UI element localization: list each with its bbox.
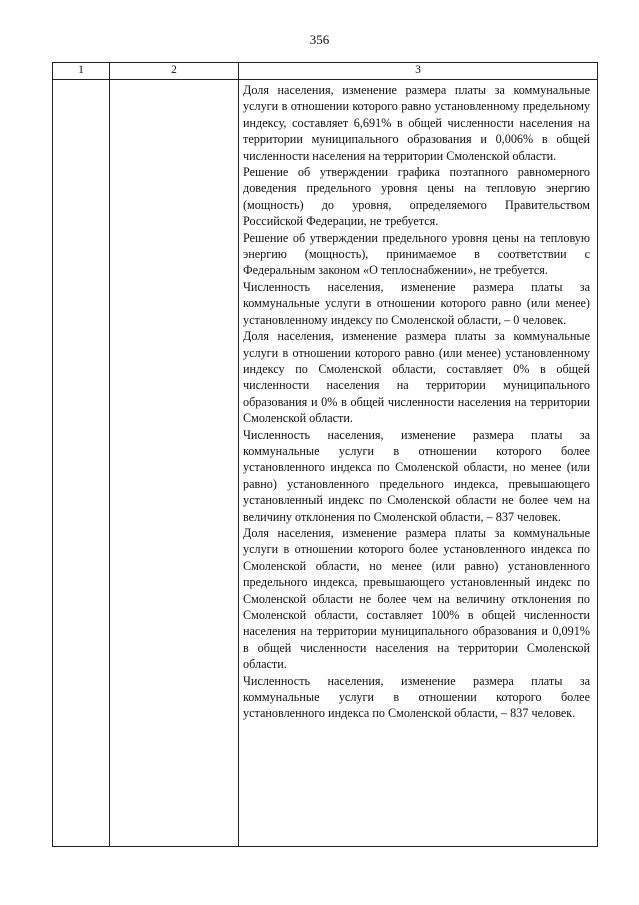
column-3-content — [243, 82, 590, 722]
column-divider — [109, 63, 110, 846]
paragraph: Численность населения, изменение размера платы за коммунальные услуги в отношении которого более установленного индекса по Смоленской области, но менее (или равно) установленного предельного индекса, превышающего установленный индекс по Смоленской области не более чем на величину отклонения по Смоленской области, – 837 человек. — [243, 427, 590, 524]
document-table — [52, 62, 598, 847]
paragraph: Доля населения, изменение размера платы за коммунальные услуги в отношении которого более установленного индекса по Смоленской области, но менее (или равно) установленного предельного индекса, превышающего установленный индекс по Смоленской области не более чем на величину отклонения по Смоленской области, составляет 100% в общей численности населения на территории муниципального образования и 0,091% в общей численности населения на территории Смоленской области. — [243, 525, 590, 672]
column-divider — [238, 63, 239, 846]
page-number: 356 — [309, 32, 330, 47]
column-header-1: 1 — [78, 64, 84, 76]
column-header-2: 2 — [171, 64, 177, 76]
column-header-3: 3 — [415, 64, 421, 76]
paragraph: Численность населения, изменение размера платы за коммунальные услуги в отношении которого равно (или менее) установленному индексу по Смоленской области, – 0 человек. — [243, 279, 590, 327]
header-divider — [53, 79, 597, 80]
paragraph: Решение об утверждении предельного уровня цены на тепловую энергию (мощность), принимаемое в соответствии с Федеральным законом «О теплоснабжении», не требуется. — [243, 230, 590, 278]
paragraph: Решение об утверждении графика поэтапного равномерного доведения предельного уровня цены на тепловую энергию (мощность) до уровня, определяемого Правительством Российской Федерации, не требуется. — [243, 165, 590, 229]
paragraph: Доля населения, изменение размера платы за коммунальные услуги в отношении которого равно установленному предельному индексу, составляет 6,691% в общей численности населения на территории муниципального образования и 0,006% в общей численности населения на территории Смоленской области. — [243, 83, 590, 163]
paragraph: Численность населения, изменение размера платы за коммунальные услуги в отношении которого более установленного индекса по Смоленской области, – 837 человек. — [243, 673, 590, 721]
paragraph: Доля населения, изменение размера платы за коммунальные услуги в отношении которого равно (или менее) установленному индексу по Смоленской области, составляет 0% в общей численности населения на территории муниципального образования и 0% в общей численности населения на территории Смоленской области. — [243, 329, 590, 426]
